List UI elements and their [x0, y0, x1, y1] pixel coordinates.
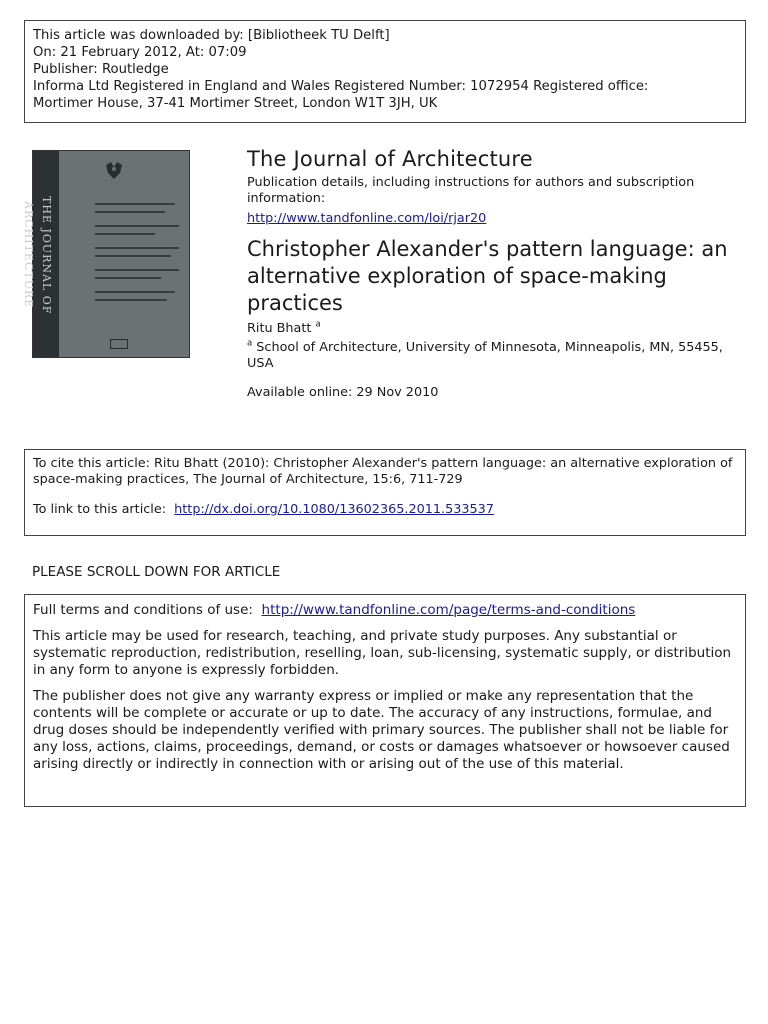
download-line: Mortimer House, 37-41 Mortimer Street, London W1T 3JH, UK: [33, 96, 438, 111]
article-header: [247, 146, 747, 401]
citation-box: [24, 449, 746, 536]
download-line: Publisher: Routledge: [33, 62, 169, 77]
journal-url-link[interactable]: http://www.tandfonline.com/loi/rjar20: [247, 211, 487, 226]
terms-label: Full terms and conditions of use:: [33, 602, 253, 618]
author-name: Ritu Bhatt: [247, 321, 312, 336]
download-line: Informa Ltd Registered in England and Wales Registered Number: 1072954 Registered office:: [33, 79, 649, 94]
doi-link[interactable]: http://dx.doi.org/10.1080/13602365.2011.533537: [174, 502, 494, 517]
article-link-label: To link to this article:: [33, 502, 167, 517]
crest-icon: [103, 161, 125, 181]
affiliation-text: School of Architecture, University of Minnesota, Minneapolis, MN, 55455, USA: [247, 340, 723, 371]
terms-box: [24, 594, 746, 807]
author-affiliation-marker: a: [315, 319, 321, 330]
terms-url-link[interactable]: http://www.tandfonline.com/page/terms-and-conditions: [261, 602, 636, 618]
download-line: On: 21 February 2012, At: 07:09: [33, 45, 247, 60]
article-link-row: [33, 502, 737, 518]
publisher-logo-icon: [110, 339, 128, 349]
article-title: Christopher Alexander's pattern language: an alternative exploration of space-making practices: [247, 237, 728, 315]
terms-paragraph-usage: This article may be used for research, teaching, and private study purposes. Any substantial or systematic reproduction, redistribution, reselling, loan, sub-licensing, systematic supply, or distribution in any form to anyone is expressly forbidden.: [33, 628, 732, 678]
author-line: [247, 321, 747, 337]
publication-details: Publication details, including instructions for authors and subscription information:: [247, 175, 695, 206]
affiliation-line: [247, 340, 747, 372]
journal-cover-image: [22, 150, 190, 358]
terms-paragraph-disclaimer: The publisher does not give any warranty express or implied or make any representation that the contents will be complete or accurate or up to date. The accuracy of any instructions, formulae, and drug doses should be independently verified with primary sources. The publisher shall not be liable for any loss, actions, claims, proceedings, demand, or costs or damages whatsoever or howsoever caused arising directly or indirectly in connection with or arising out of the use of this material.: [33, 688, 730, 772]
terms-link-row: [33, 602, 737, 619]
citation-text: To cite this article: Ritu Bhatt (2010): Christopher Alexander's pattern language: an alternative exploration of space-making practices, The Journal of Architecture, 15:6, 711-729: [33, 456, 733, 487]
journal-title: The Journal of Architecture: [247, 147, 533, 171]
scroll-down-note: PLEASE SCROLL DOWN FOR ARTICLE: [32, 564, 281, 580]
available-online-date: Available online: 29 Nov 2010: [247, 385, 439, 400]
affiliation-marker: a: [247, 338, 253, 349]
cover-spine-text: THE JOURNAL OF ARCHITECTURE: [22, 195, 53, 315]
download-notice-box: [24, 20, 746, 123]
download-line: This article was downloaded by: [Bibliotheek TU Delft]: [33, 28, 390, 43]
